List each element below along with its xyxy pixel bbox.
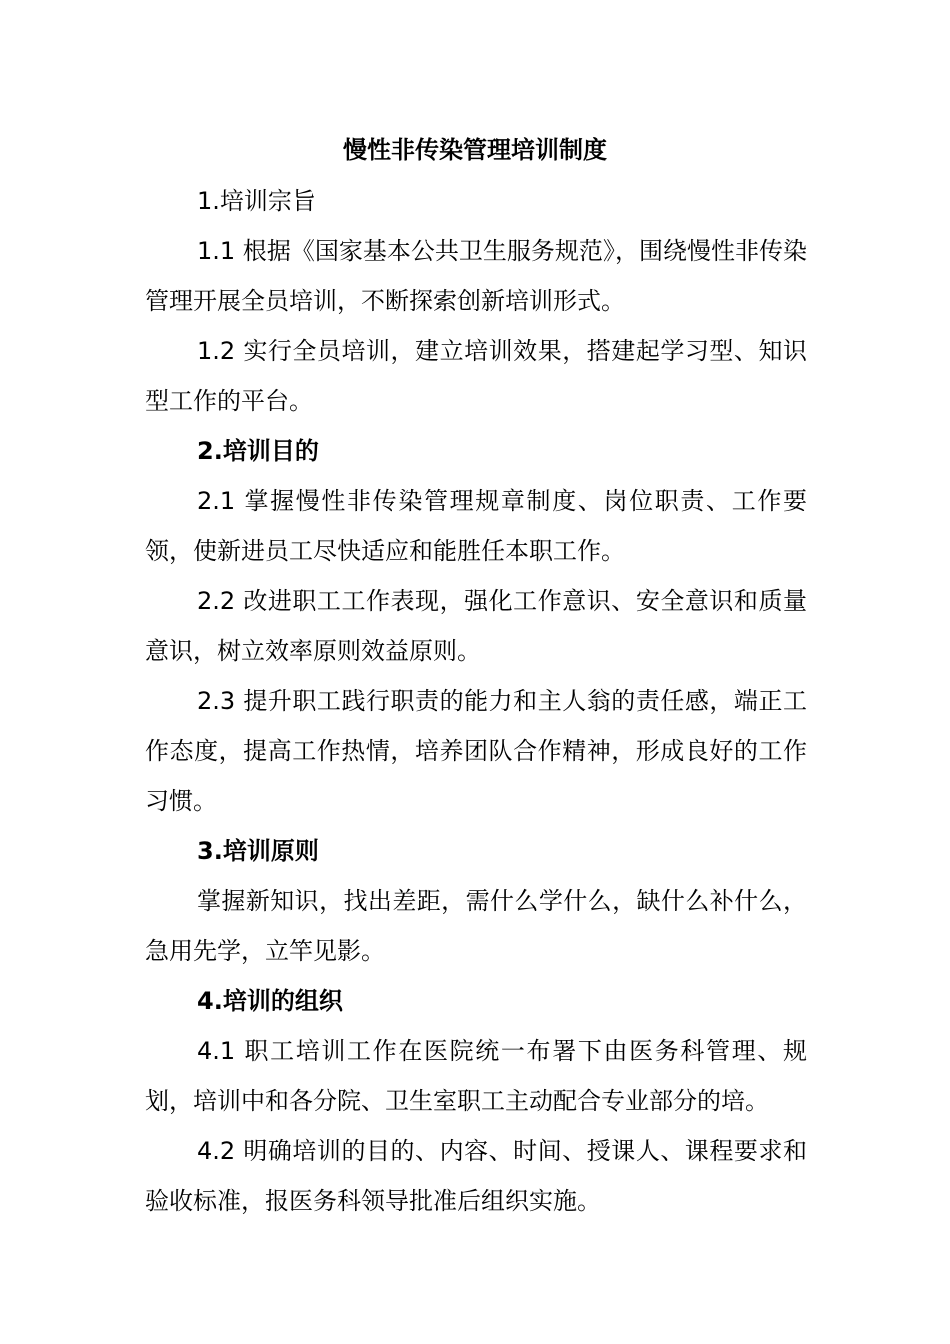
paragraph-1-2: 1.2 实行全员培训，建立培训效果，搭建起学习型、知识型工作的平台。 <box>145 337 807 415</box>
paragraph-1-purpose-heading: 1.培训宗旨 <box>197 187 316 215</box>
paragraph-3-principle: 掌握新知识，找出差距，需什么学什么，缺什么补什么，急用先学，立竿见影。 <box>145 887 807 965</box>
paragraph-2-1: 2.1 掌握慢性非传染管理规章制度、岗位职责、工作要领，使新进员工尽快适应和能胜任本职工作。 <box>145 487 807 565</box>
paragraph-4-2: 4.2 明确培训的目的、内容、时间、授课人、课程要求和验收标准，报医务科领导批准后组织实施。 <box>145 1137 807 1215</box>
section-heading-4: 4.培训的组织 <box>197 987 343 1015</box>
document-body <box>145 176 807 1226</box>
section-heading-2: 2.培训目的 <box>197 437 319 465</box>
paragraph-2-3: 2.3 提升职工践行职责的能力和主人翁的责任感，端正工作态度，提高工作热情，培养团队合作精神，形成良好的工作习惯。 <box>145 687 807 815</box>
paragraph-2-2: 2.2 改进职工工作表现，强化工作意识、安全意识和质量意识，树立效率原则效益原则。 <box>145 587 807 665</box>
section-heading-3: 3.培训原则 <box>197 837 319 865</box>
paragraph-4-1: 4.1 职工培训工作在医院统一布署下由医务科管理、规划，培训中和各分院、卫生室职工主动配合专业部分的培。 <box>145 1037 807 1115</box>
paragraph-1-1: 1.1 根据《国家基本公共卫生服务规范》，围绕慢性非传染管理开展全员培训，不断探索创新培训形式。 <box>145 237 807 315</box>
document-title: 慢性非传染管理培训制度 <box>343 136 607 164</box>
